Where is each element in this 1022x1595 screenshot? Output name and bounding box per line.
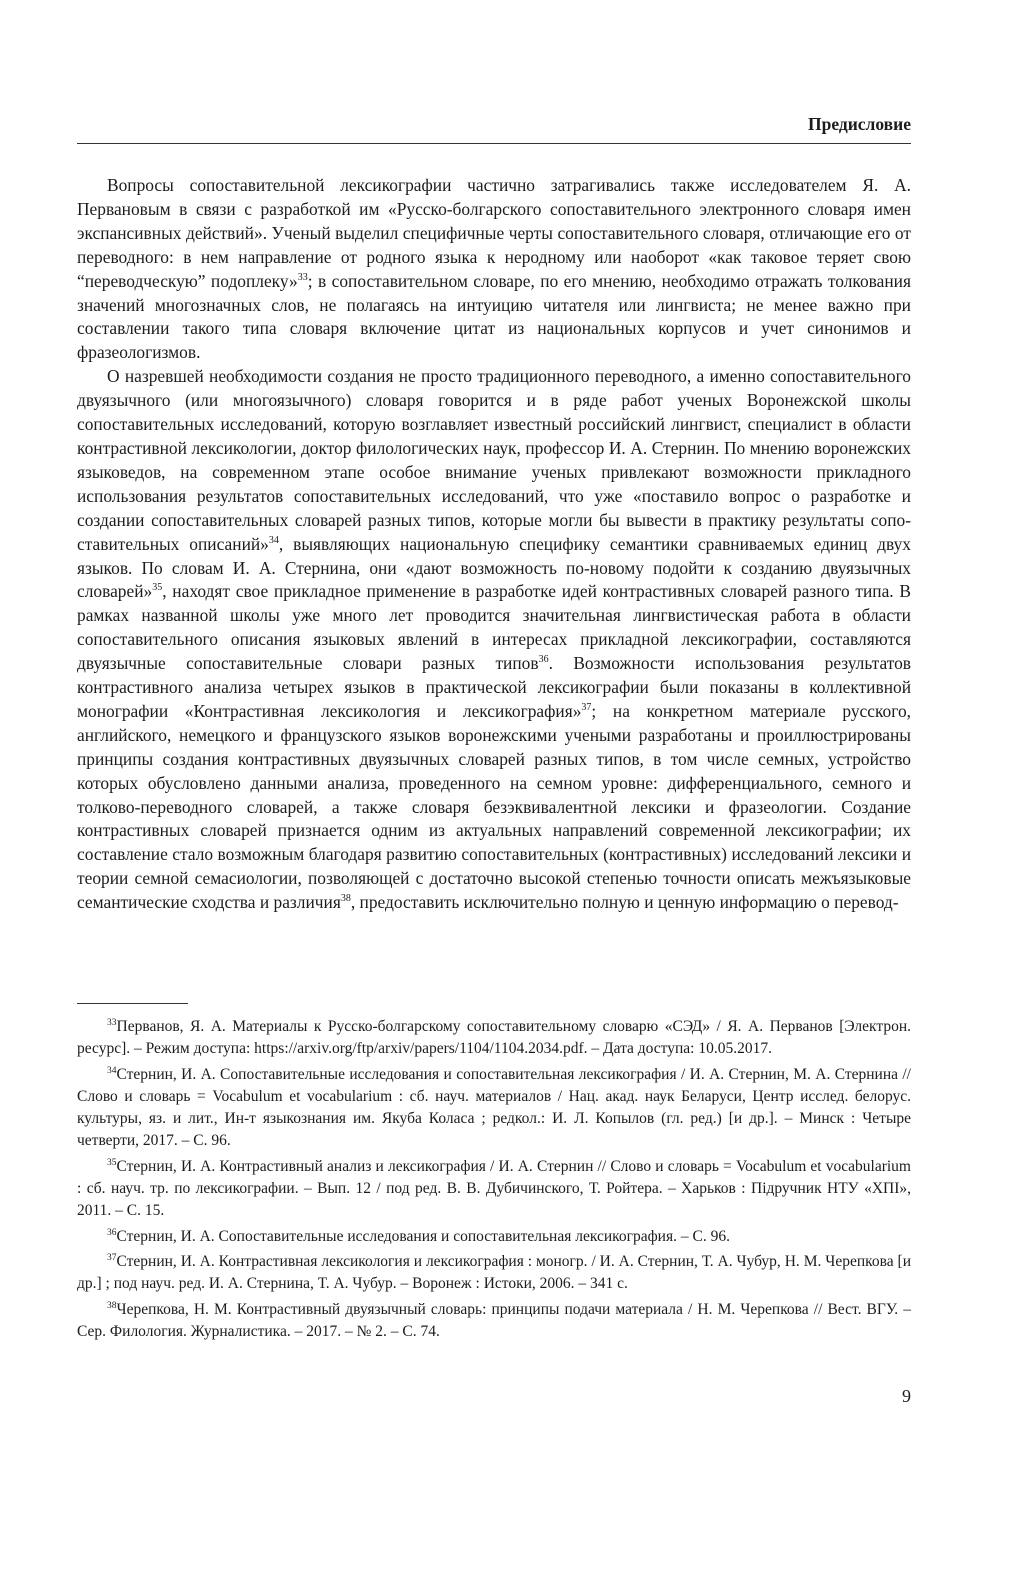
footnote-text: Стернин, И. А. Контрастивная лексикология и лексикография : моногр. / И. А. Стернин, Т. А. Чубур, Н. М. Черепкова [и др.] ; под науч. ред. И. А. Стернина, Т. А. Чубур. – Воронеж : Истоки, 2006. – 341 с.	[77, 1252, 911, 1293]
footnote-number: 38	[107, 1300, 117, 1311]
footnote	[77, 1064, 911, 1153]
footnote-ref[interactable]: 36	[538, 654, 549, 666]
footnote	[77, 1016, 911, 1061]
header-rule	[77, 143, 911, 144]
body-text	[77, 174, 911, 915]
footnote	[77, 1226, 911, 1248]
page-number: 9	[902, 1386, 911, 1406]
footnote-text: Стернин, И. А. Контрастивный анализ и лексикография / И. А. Стернин // Слово и словарь = Vocabulum et vocabularium : сб. науч. тр. по лексикографии. – Вып. 12 / под ред. В. В. Дубичинского, Т. Ройтера. – Харьков : Підручник НТУ «ХПІ», 2011. – С. 15.	[77, 1157, 911, 1220]
footnote-ref[interactable]: 38	[340, 893, 351, 905]
footnote-number: 34	[107, 1065, 117, 1076]
footnote-number: 37	[107, 1252, 117, 1263]
footnote-text: Стернин, И. А. Сопоставительные исследования и сопоставительная лексикография / И. А. Стернин, М. А. Стернина // Слово и словарь = Vocabulum et vocabularium : сб. науч. материалов / Нац. акад. наук Беларуси, Центр исслед. белорус. культуры, яз. и лит., Ин-т языкознания им. Якуба Коласа ; редкол.: И. Л. Копылов (гл. ред.) [и др.]. – Минск : Четыре четверти, 2017. – С. 96.	[77, 1065, 911, 1150]
footnote-text: Перванов, Я. А. Материалы к Русско-болгарскому сопоставительному словарю «СЭД» / Я. А. Перванов [Электрон. ресурс]. – Режим доступа: https://arxiv.org/ftp/arxiv/papers/1104/1104.2034.pdf. – Дата доступа: 10.05.2017.	[77, 1018, 911, 1058]
footnote-separator	[77, 1003, 188, 1004]
paragraph: О назревшей необходимости создания не просто традиционного переводного, а именно сопоставительного двуязычного (или многоязычного) словаря говорится и в ряде работ ученых Воронежской школы сопоставительных исследований, которую возглавляет известный российский лингвист, специалист в области контрастивной лексикологии, доктор филологических наук, профессор И. А. Стернин. По мнению воронежских языковедов, на современном этапе особое внимание ученых привлекают возможности прикладного использования результатов сопоставительных исследований, что уже «поставило вопрос о разработке и создании сопоставительных словарей разных типов, которые могли бы вывести в практику результаты сопоставительных описаний»$^{34}$, выявляющих национальную специфику семантики сравниваемых единиц двух языков. По словам И. А. Стернина, они «дают возможность по-новому подойти к созданию двуязычных словарей»$^{35}$, находят свое прикладное применение в разработке идей контрастивных словарей разного типа. В рамках названной школы уже много лет проводится значительная лингвистическая работа в области сопоставительного описания языковых явлений в интересах прикладной лексикографии, составляются двуязычные сопоставительные словари разных типов$^{36}$. Возможности использования результатов контрастивного анализа четырех языков в практической лексикографии были показаны в коллективной монографии «Контрастивная лексикология и лексикография»$^{37}$; на конкретном материале русского, английского, немецкого и французского языков воронежскими учеными разработаны и проиллюстрированы принципы создания контрастивных двуязычных словарей разных типов, в том числе семных, устройство которых обусловлено данными анализа, проведенного на семном уровне: дифференциального, семного и толково-переводного словарей, а также словаря безэквивалентной лексики и фразеологии. Создание контрастивных словарей признается одним из актуальных направлений современной лексикографии; их составление стало возможным благодаря развитию сопоставительных (контрастивных) исследований лексики и теории семной семасиологии, позволяющей с достаточно высокой степенью точности описать межъязыковые семантические сходства и различия$^{38}$, предоставить исключительно полную и ценную информацию о перевод-	[77, 366, 911, 913]
footnote-text: Стернин, И. А. Сопоставительные исследования и сопоставительная лексикография. – С. 96.	[116, 1227, 730, 1245]
footnote-number: 35	[107, 1157, 117, 1168]
footnote-number: 36	[107, 1227, 117, 1238]
footnote	[77, 1156, 911, 1223]
footnote-ref[interactable]: 35	[152, 582, 163, 594]
footnote-ref[interactable]: 34	[268, 534, 279, 546]
running-head: Предисловие	[807, 114, 911, 134]
footnote	[77, 1299, 911, 1344]
paragraph: Вопросы сопоставительной лексикографии частично затрагивались также исследователем Я. А. Первановым в связи с разработкой им «Русско-болгарского сопоставительного электронного словаря имен экспансивных действий». Ученый выделил специфичные черты сопоставительного словаря, отличающие его от переводного: в нем направление от родного языка к неродному или наоборот «как таковое теряет свою “переводческую” подоплеку»$^{33}$; в сопоставительном словаре, по его мнению, необходимо отражать толкования значений многозначных слов, не полагаясь на интуицию читателя или лингвиста; не менее важно при составлении такого типа словаря включение цитат из национальных корпусов и учет синонимов и фразеологизмов.	[77, 175, 911, 363]
footnote-number: 33	[107, 1017, 117, 1028]
footnote-ref[interactable]: 37	[581, 702, 592, 714]
footnote-text: Черепкова, Н. М. Контрастивный двуязычный словарь: принципы подачи материала / Н. М. Черепкова // Вест. ВГУ. – Сер. Филология. Журналистика. – 2017. – № 2. – С. 74.	[77, 1300, 911, 1340]
footnote-ref[interactable]: 33	[297, 271, 308, 283]
footnote	[77, 1251, 911, 1296]
footnotes	[77, 1016, 911, 1346]
